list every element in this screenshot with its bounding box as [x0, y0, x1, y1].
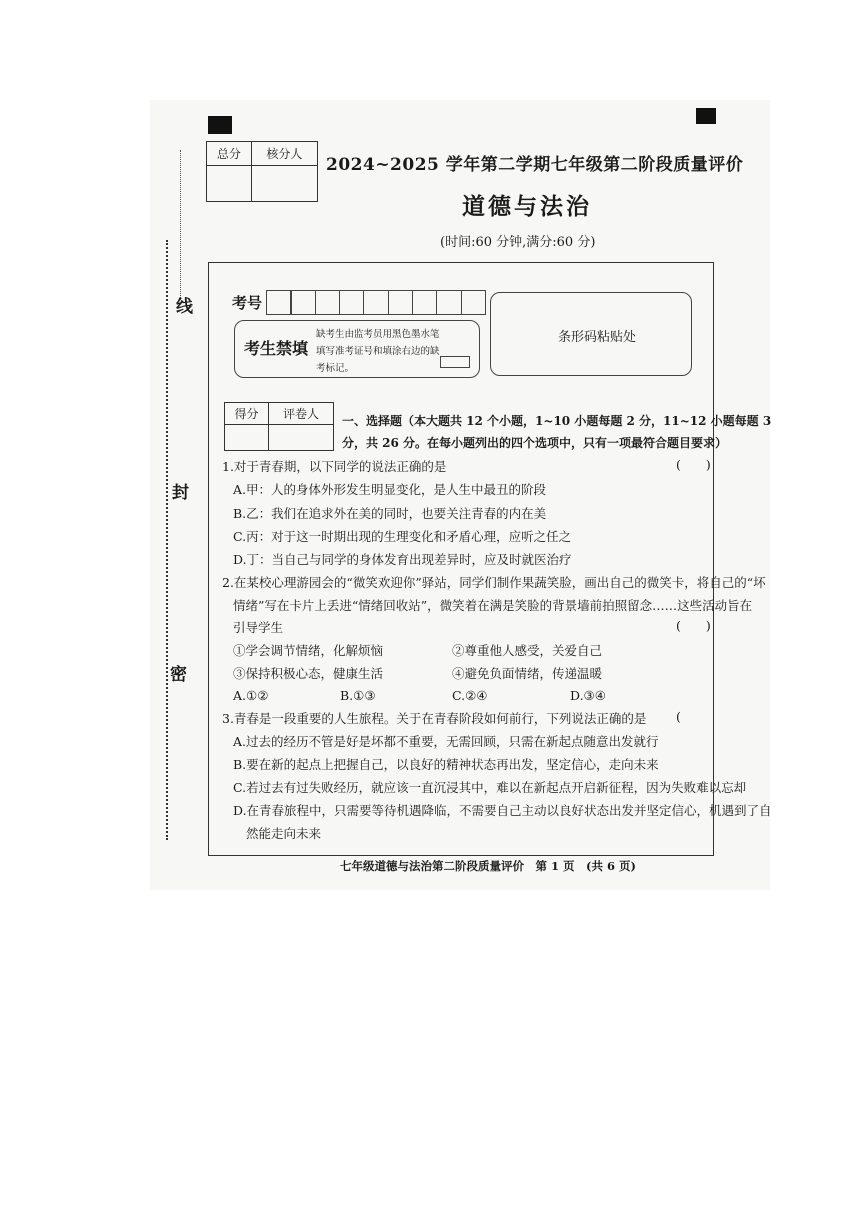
binding-dotted-line-outer: [180, 150, 181, 300]
exam-number-cell[interactable]: [436, 290, 462, 315]
question-1-bracket: ( ): [676, 457, 711, 472]
binding-dotted-line: [166, 240, 168, 840]
exam-number-cell[interactable]: [339, 290, 365, 315]
exam-number-cell[interactable]: [266, 290, 292, 315]
question-2-choice-c: C.②④: [452, 688, 488, 703]
score-checker-cell: [251, 166, 317, 202]
section-score-table: [224, 402, 334, 451]
question-1-option-c: C.丙：对于这一时期出现的生理变化和矛盾心理，应听之任之: [233, 529, 572, 544]
question-3-option-c: C.若过去有过失败经历，就应该一直沉浸其中，难以在新起点开启新征程，因为失败难以忘却: [233, 780, 747, 795]
question-2-item-1: ①学会调节情绪，化解烦恼: [233, 643, 384, 658]
subject-title: 道德与法治: [462, 193, 592, 220]
question-3-option-a: A.过去的经历不管是好是坏都不重要，无需回顾，只需在新起点随意出发就行: [233, 734, 659, 749]
registration-mark-right: [696, 108, 716, 124]
question-1-option-a: A.甲：人的身体外形发生明显变化，是人生中最丑的阶段: [233, 482, 547, 497]
barcode-label: 条形码粘贴处: [558, 330, 637, 345]
question-2-choice-b: B.①③: [340, 688, 376, 703]
exam-title: 2024~2025 学年第二学期七年级第二阶段质量评价: [326, 155, 744, 175]
question-3-option-d-line-1: D.在青春旅程中，只需要等待机遇降临，不需要自己主动以良好状态出发并坚定信心，机遇到了自: [233, 803, 772, 818]
section-header-line-2: 分，共 26 分。在每小题列出的四个选项中，只有一项最符合题目要求）: [342, 436, 728, 450]
section-grader-label: 评卷人: [268, 403, 333, 425]
exam-number-cells[interactable]: [266, 290, 485, 315]
question-2-item-4: ④避免负面情绪，传递温暖: [452, 666, 603, 681]
prohibit-label: 考生禁填: [244, 339, 309, 358]
question-2-item-3: ③保持积极心态，健康生活: [233, 666, 384, 681]
question-2-bracket: ( ): [676, 618, 711, 633]
exam-number-cell[interactable]: [412, 290, 438, 315]
prohibit-text-3: 考标记。: [316, 363, 355, 374]
section-grader-cell: [268, 425, 333, 451]
section-score-label: 得分: [225, 403, 269, 425]
question-2-stem-line-3: 引导学生: [233, 620, 284, 635]
page-footer: 七年级道德与法治第二阶段质量评价 第 1 页 (共 6 页): [340, 859, 636, 873]
exam-number-cell[interactable]: [290, 290, 316, 315]
question-1-stem: 1.对于青春期，以下同学的说法正确的是: [222, 459, 447, 474]
question-3-option-d-line-2: 然能走向未来: [246, 826, 322, 841]
time-info: (时间:60 分钟,满分:60 分): [440, 235, 596, 250]
total-score-cell: [207, 166, 252, 202]
question-1-option-d: D.丁：当自己与同学的身体发育出现差异时，应及时就医治疗: [233, 552, 572, 567]
exam-number-cell[interactable]: [315, 290, 341, 315]
question-2-item-2: ②尊重他人感受，关爱自己: [452, 643, 603, 658]
question-2-choice-a: A.①②: [233, 688, 269, 703]
question-2-stem-line-1: 2.在某校心理游园会的“微笑欢迎你”驿站，同学们制作果蔬笑脸，画出自己的微笑卡，将自己的“坏: [222, 575, 766, 590]
prohibit-text-1: 缺考生由监考员用黑色墨水笔: [316, 329, 440, 340]
registration-mark-left: [208, 116, 232, 134]
total-score-table: [206, 141, 318, 202]
question-3-stem: 3.青春是一段重要的人生旅程。关于在青春阶段如何前行，下列说法正确的是: [222, 711, 647, 726]
exam-number-cell[interactable]: [388, 290, 414, 315]
question-2-stem-line-2: 情绪”写在卡片上丢进“情绪回收站”，微笑着在满是笑脸的背景墙前拍照留念……这些活动旨在: [233, 598, 753, 613]
question-2-choice-d: D.③④: [570, 688, 606, 703]
section-header-line-1: 一、选择题（本大题共 12 个小题，1~10 小题每题 2 分，11~12 小题每题 3: [342, 414, 772, 428]
exam-number-label: 考号: [232, 294, 263, 312]
total-score-label: 总分: [207, 142, 252, 166]
side-label-seal: 封: [172, 483, 189, 503]
side-label-secret: 密: [170, 665, 187, 685]
absent-mark-box[interactable]: [440, 356, 470, 368]
exam-number-cell[interactable]: [461, 290, 487, 315]
section-score-cell: [225, 425, 269, 451]
exam-number-cell[interactable]: [363, 290, 389, 315]
prohibit-text-2: 填写准考证号和填涂右边的缺: [316, 346, 440, 357]
question-3-option-b: B.要在新的起点上把握自己，以良好的精神状态再出发，坚定信心，走向未来: [233, 757, 659, 772]
score-checker-label: 核分人: [251, 142, 317, 166]
question-1-option-b: B.乙：我们在追求外在美的同时，也要关注青春的内在美: [233, 506, 547, 521]
side-label-line: 线: [176, 297, 193, 317]
question-3-bracket: (: [676, 709, 681, 724]
